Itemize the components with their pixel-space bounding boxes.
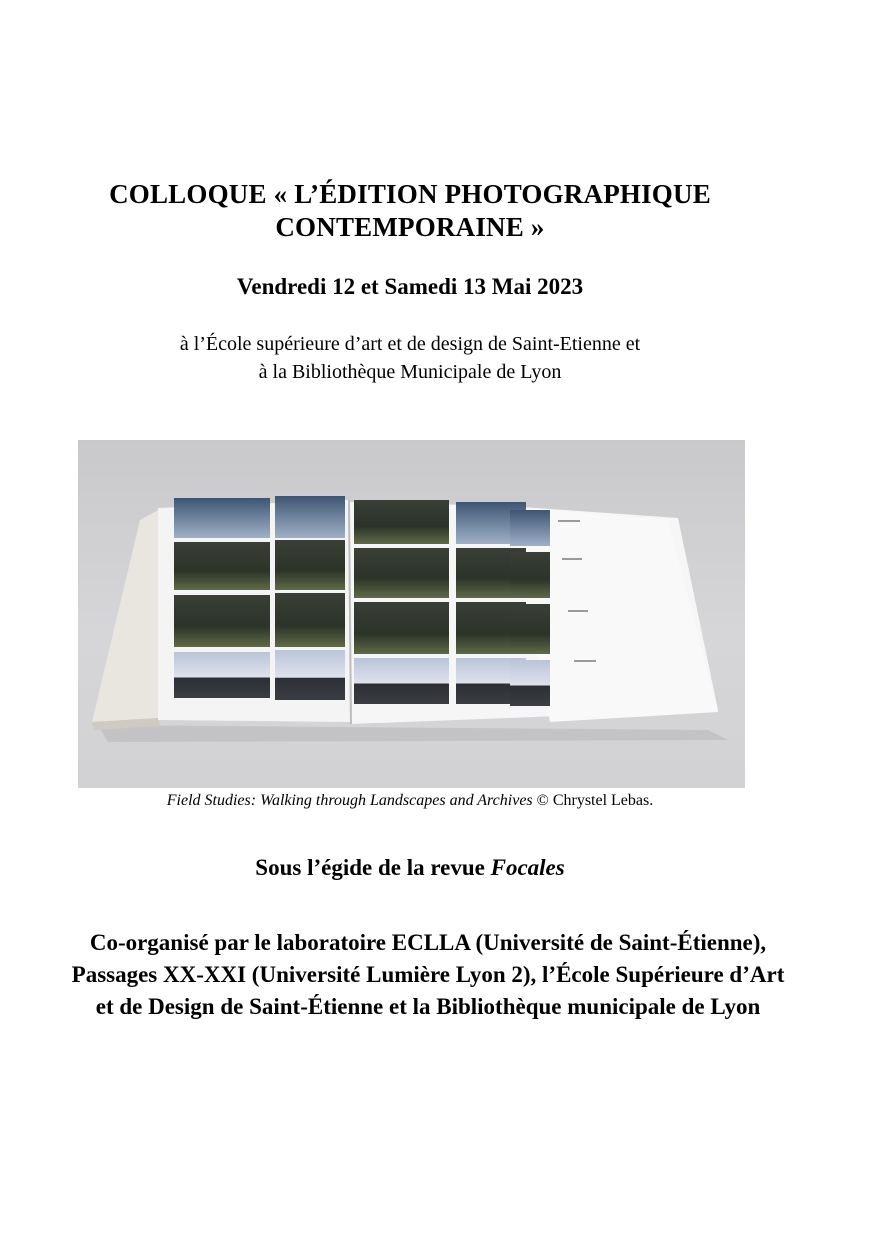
open-photobook-image (78, 440, 745, 788)
event-title-line-1: COLLOQUE « L’ÉDITION PHOTOGRAPHIQUE (109, 179, 711, 209)
event-title-line-2: CONTEMPORAINE » (275, 212, 545, 242)
event-dates: Vendredi 12 et Samedi 13 Mai 2023 (236, 274, 584, 299)
journal-name: Focales (490, 855, 565, 880)
photobook-photo (78, 440, 745, 788)
event-title (60, 178, 760, 244)
coorganizers-text: Co-organisé par le laboratoire ECLLA (Université de Saint-Étienne), Passages XX-XXI (Université Lumière Lyon 2), l’École Supérieure d’Art et de Design de Saint-Étienne et la Bibliothèque municipale de Lyon (71, 930, 785, 1019)
aegis-line (60, 853, 760, 883)
event-venue (60, 330, 760, 386)
caption-credit: © Chrystel Lebas. (532, 792, 654, 809)
photo-caption (60, 790, 760, 812)
venue-line-2: à la Bibliothèque Municipale de Lyon (258, 361, 562, 383)
aegis-prefix: Sous l’égide de la revue (255, 855, 491, 880)
venue-line-1: à l’École supérieure d’art et de design de Saint-Etienne et (179, 333, 641, 355)
caption-work-title: Field Studies: Walking through Landscapes and Archives (166, 792, 533, 809)
